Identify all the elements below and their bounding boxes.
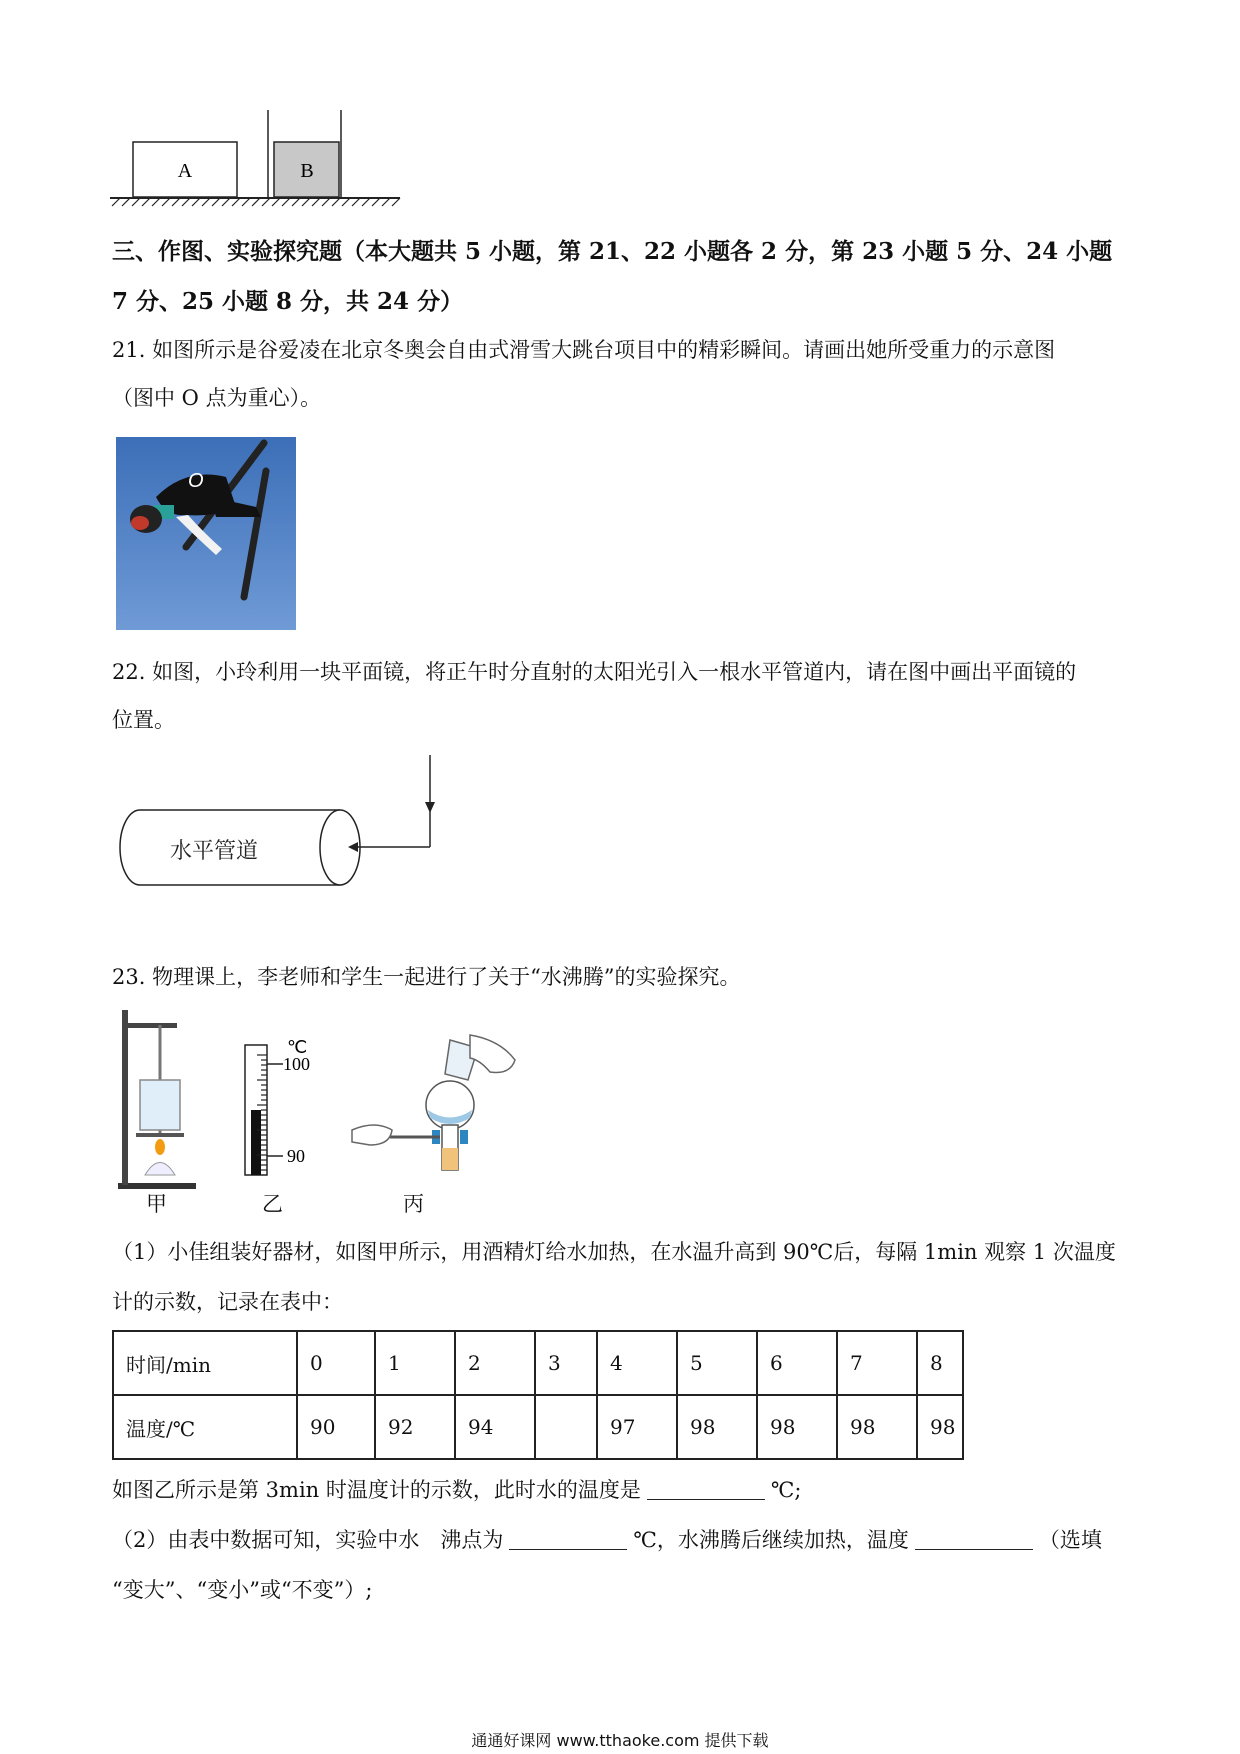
q23-p2-b: ℃，水沸腾后继续加热，温度 bbox=[633, 1528, 909, 1552]
table-cell: 6 bbox=[757, 1331, 837, 1395]
table-cell: 7 bbox=[837, 1331, 917, 1395]
thermometer-label-100: 100 bbox=[283, 1054, 310, 1074]
pipe-label: 水平管道 bbox=[170, 839, 259, 864]
table-cell: 98 bbox=[677, 1395, 757, 1459]
block-b-label: B bbox=[300, 160, 314, 182]
page-footer: 通通好课网 www.tthaoke.com 提供下载 bbox=[471, 1731, 769, 1750]
table-cell: 98 bbox=[837, 1395, 917, 1459]
center-of-gravity-label: O bbox=[188, 470, 204, 492]
answer-blank-3[interactable] bbox=[915, 1529, 1033, 1550]
temperature-table bbox=[112, 1330, 964, 1460]
table-row bbox=[113, 1395, 963, 1459]
q22-line1: 22. 如图，小玲利用一块平面镜，将正午时分直射的太阳光引入一根水平管道内，请在图中画出平面镜的 bbox=[112, 660, 1077, 684]
table-cell: 1 bbox=[375, 1331, 455, 1395]
blocks-figure bbox=[100, 100, 410, 215]
table-cell: 5 bbox=[677, 1331, 757, 1395]
table-cell: 4 bbox=[597, 1331, 677, 1395]
q23-p2-line2: “变大”、“变小”或“不变”）; bbox=[112, 1578, 373, 1602]
q21-line1: 21. 如图所示是谷爱凌在北京冬奥会自由式滑雪大跳台项目中的精彩瞬间。请画出她所受重力的示意图 bbox=[112, 338, 1056, 362]
table-cell: 90 bbox=[297, 1395, 375, 1459]
apparatus-jia bbox=[110, 1005, 200, 1195]
thermometer-unit: ℃ bbox=[287, 1037, 308, 1057]
table-cell: 98 bbox=[917, 1395, 963, 1459]
answer-blank-2[interactable] bbox=[509, 1529, 627, 1550]
table-cell: 97 bbox=[597, 1395, 677, 1459]
table-cell: 98 bbox=[757, 1395, 837, 1459]
q23-p2-c: （选填 bbox=[1038, 1528, 1102, 1552]
q23-intro: 23. 物理课上，李老师和学生一起进行了关于“水沸腾”的实验探究。 bbox=[112, 965, 741, 989]
table-cell bbox=[535, 1395, 597, 1459]
table-cell: 8 bbox=[917, 1331, 963, 1395]
q23-p1-line2: 计的示数，记录在表中： bbox=[112, 1290, 343, 1314]
fig-label-bing: 丙 bbox=[403, 1192, 424, 1216]
q23-p1-after-a: 如图乙所示是第 3min 时温度计的示数，此时水的温度是 bbox=[112, 1478, 641, 1502]
fig-label-yi: 乙 bbox=[262, 1192, 283, 1216]
flask-bing bbox=[350, 1030, 530, 1190]
table-header-temp: 温度/℃ bbox=[113, 1395, 297, 1459]
q22-line2: 位置。 bbox=[112, 708, 175, 732]
pipe-figure bbox=[110, 755, 450, 895]
table-cell: 92 bbox=[375, 1395, 455, 1459]
q23-p2-a: （2）由表中数据可知，实验中水 沸点为 bbox=[112, 1528, 504, 1552]
table-header-time: 时间/min bbox=[113, 1331, 297, 1395]
section-heading-line2: 7 分、25 小题 8 分，共 24 分） bbox=[112, 288, 464, 315]
skier-photo bbox=[116, 437, 296, 630]
table-cell: 0 bbox=[297, 1331, 375, 1395]
q23-p1-after bbox=[112, 1478, 801, 1503]
table-row bbox=[113, 1331, 963, 1395]
q23-p1-after-b: ℃; bbox=[770, 1478, 802, 1502]
q21-line2: （图中 O 点为重心）。 bbox=[112, 386, 322, 410]
thermometer-label-90: 90 bbox=[287, 1146, 305, 1166]
block-a-label: A bbox=[177, 160, 193, 182]
table-cell: 3 bbox=[535, 1331, 597, 1395]
section-heading-line1: 三、作图、实验探究题（本大题共 5 小题，第 21、22 小题各 2 分，第 23 小题 5 分、24 小题 bbox=[112, 238, 1113, 265]
fig-label-jia: 甲 bbox=[146, 1192, 167, 1216]
q23-p1-line1: （1）小佳组装好器材，如图甲所示，用酒精灯给水加热，在水温升高到 90℃后，每隔 1min 观察 1 次温度 bbox=[112, 1240, 1116, 1264]
answer-blank-1[interactable] bbox=[647, 1479, 765, 1500]
table-cell: 94 bbox=[455, 1395, 535, 1459]
q23-p2-line1 bbox=[112, 1528, 1102, 1553]
table-cell: 2 bbox=[455, 1331, 535, 1395]
thermometer-yi bbox=[235, 1035, 345, 1185]
